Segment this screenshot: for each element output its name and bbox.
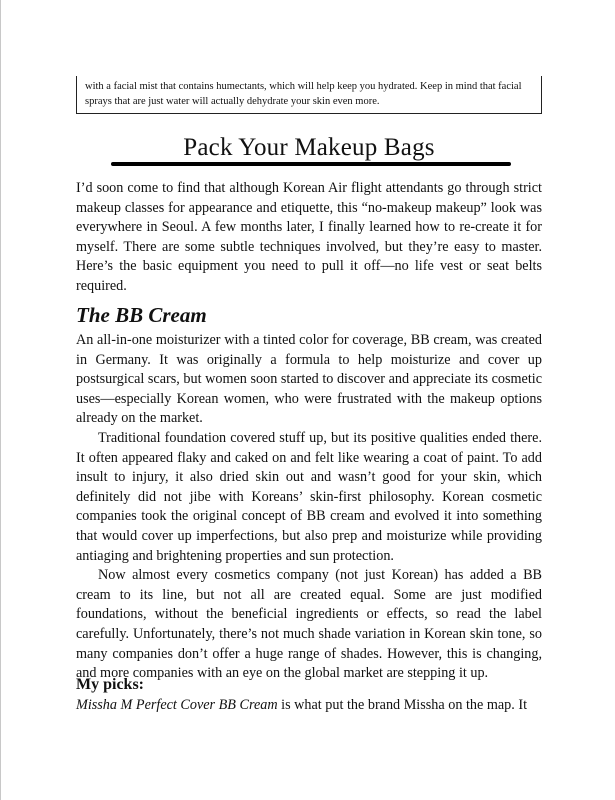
intro-paragraph xyxy=(76,179,542,297)
title-underline-rule xyxy=(111,162,511,166)
boxed-note xyxy=(76,76,542,114)
bb-cream-paragraph-3: Now almost every cosmetics company (not just Korean) has added a BB cream to its line, but not all are created equal. Some are just modified foundations, without the beneficial ingredients or effects, so read the label carefully. Unfortunately, there’s not much shade variation in Korean skin tone, so many companies don’t offer a huge range of shades. However, this is changing, and more companies with an eye on the global market are stepping it up. xyxy=(76,567,542,682)
section-title: Pack Your Makeup Bags xyxy=(183,134,435,161)
my-picks-paragraph xyxy=(76,696,542,716)
my-picks-line xyxy=(76,696,542,716)
boxed-note-text: with a facial mist that contains humectants, which will help keep you hydrated. Keep in mind that facial sprays that are just water will actually dehydrate your skin even more. xyxy=(85,81,522,107)
bb-cream-paragraph-2: Traditional foundation covered stuff up, but its positive qualities ended there. It often appeared flaky and caked on and felt like wearing a coat of paint. To add insult to injury, it also dried skin out and wasn’t good for your skin, which definitely did not jibe with Koreans’ skin-first philosophy. Korean cosmetic companies took the original concept of BB cream and evolved it into something that would cover up imperfections, but also prep and moisturize while providing antiaging and brightening properties and sun protection. xyxy=(76,429,542,564)
bb-cream-body xyxy=(76,331,542,684)
intro-paragraph-text: I’d soon come to find that although Korean Air flight attendants go through strict makeup classes for appearance and etiquette, this “no-makeup makeup” look was everywhere in Seoul. A few months later, I finally learned how to re-create it for myself. There are some subtle techniques involved, but they’re easy to master. Here’s the basic equipment you need to pull it off—no life vest or seat belts required. xyxy=(76,180,542,294)
bb-cream-paragraph-1: An all-in-one moisturizer with a tinted color for coverage, BB cream, was created in Germany. It was originally a formula to help moisturize and cover up postsurgical scars, but women soon started to discover and appreciate its cosmetic uses—especially Korean women, who were frustrated with the makeup options already on the market. xyxy=(76,332,542,427)
my-picks-heading: My picks: xyxy=(76,676,144,693)
bb-cream-heading: The BB Cream xyxy=(76,303,207,327)
product-description: is what put the brand Missha on the map. It xyxy=(277,697,528,713)
product-name: Missha M Perfect Cover BB Cream xyxy=(76,697,278,713)
